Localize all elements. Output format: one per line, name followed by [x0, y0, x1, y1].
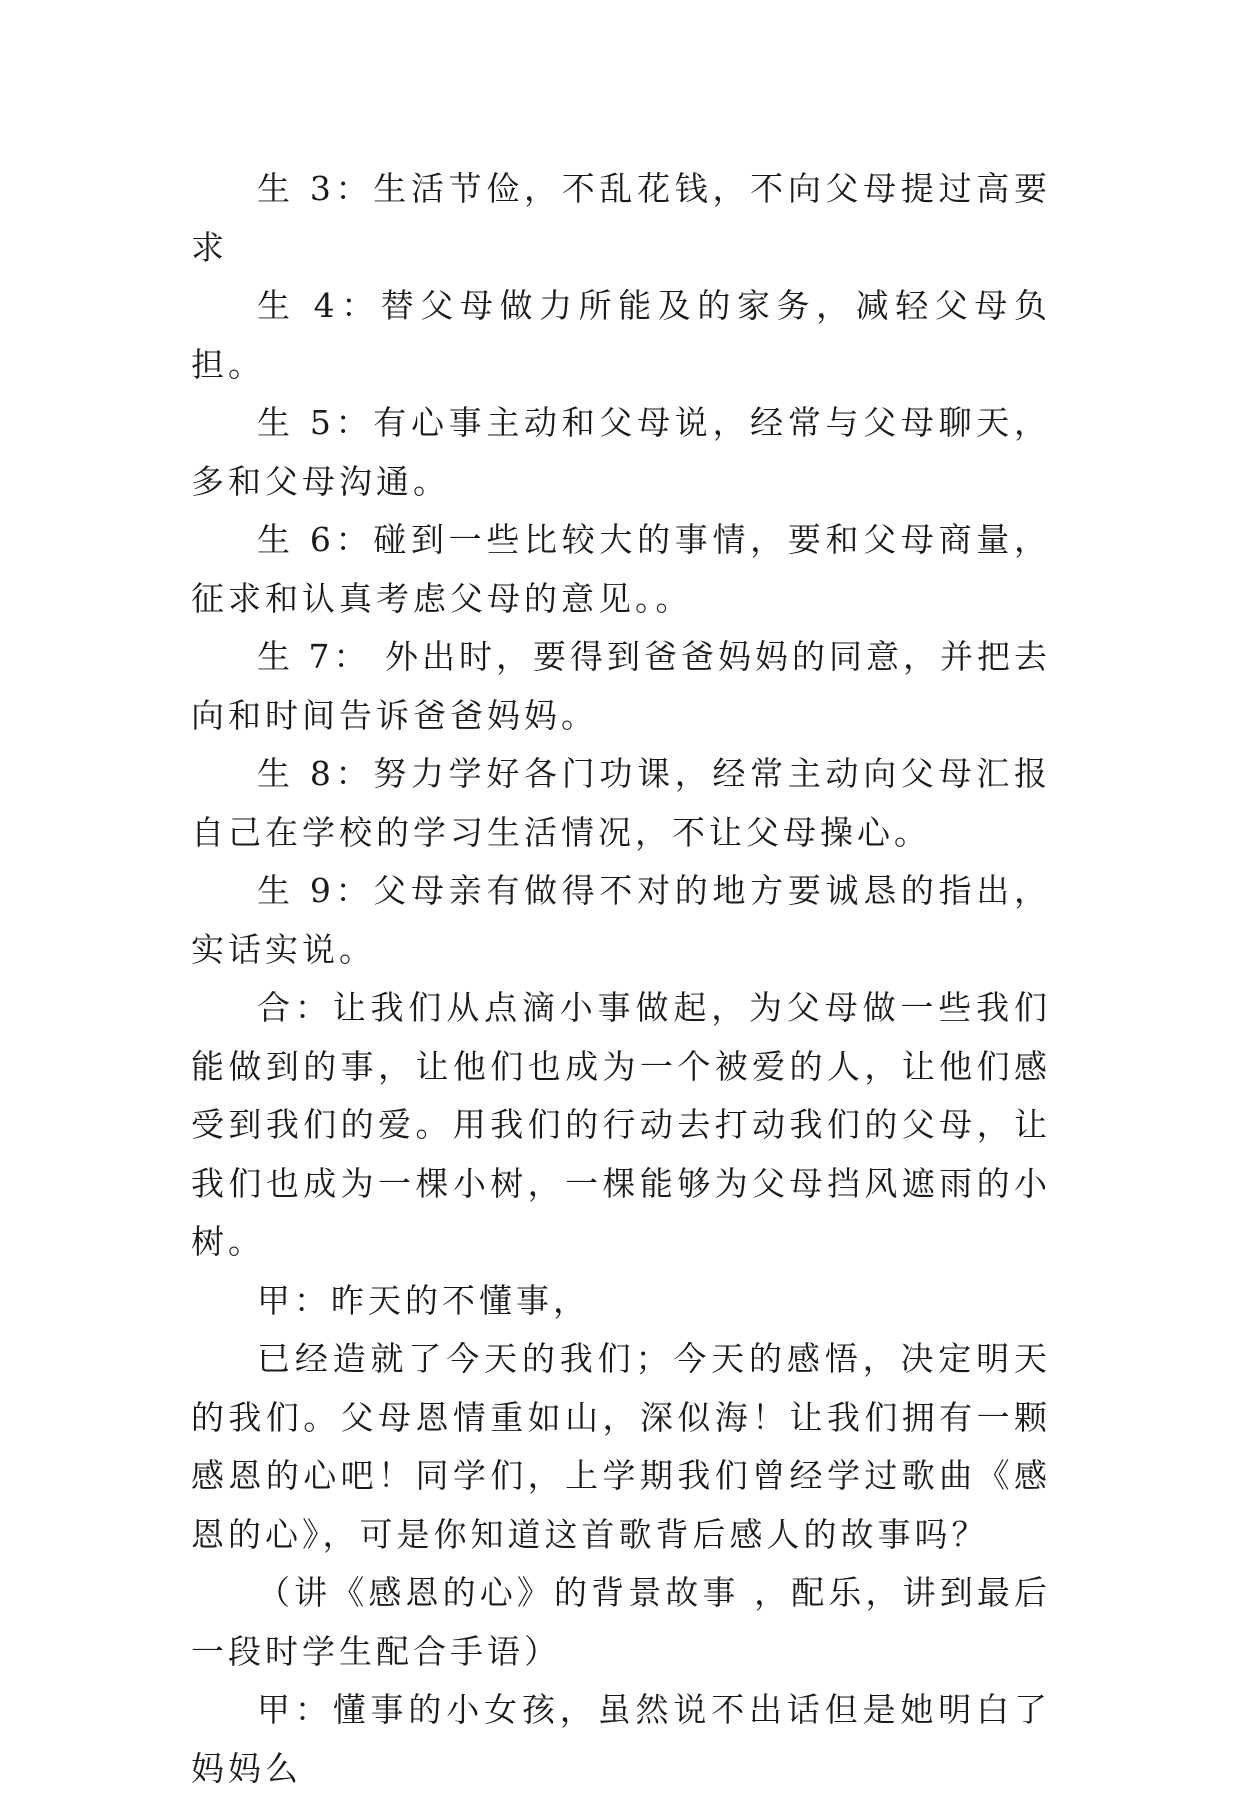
- paragraph-host-a-2: 已经造就了今天的我们；今天的感悟，决定明天的我们。父母恩情重如山，深似海！让我们拥有一颗感恩的心吧！同学们，上学期我们曾经学过歌曲《感恩的心》，可是你知道这首歌背后感人的故事吗？: [191, 1339, 1051, 1554]
- body-text: [191, 160, 1051, 1798]
- paragraph-student-5: 生 5：有心事主动和父母说，经常与父母聊天，多和父母沟通。: [191, 403, 1051, 501]
- paragraph-student-8: 生 8：努力学好各门功课，经常主动向父母汇报自己在学校的学习生活情况，不让父母操心。: [191, 754, 1051, 852]
- paragraph-stage-direction: （讲《感恩的心》的背景故事 ，配乐，讲到最后一段时学生配合手语）: [191, 1573, 1051, 1671]
- paragraph-student-7: 生 7： 外出时，要得到爸爸妈妈的同意，并把去向和时间告诉爸爸妈妈。: [191, 637, 1051, 735]
- paragraph-all-together: 合：让我们从点滴小事做起，为父母做一些我们能做到的事，让他们也成为一个被爱的人，让他们感受到我们的爱。用我们的行动去打动我们的父母，让我们也成为一棵小树，一棵能够为父母挡风遮雨的小树。: [191, 988, 1051, 1261]
- paragraph-host-a-3: 甲：懂事的小女孩，虽然说不出话但是她明白了妈妈么: [191, 1690, 1051, 1788]
- paragraph-student-9: 生 9：父母亲有做得不对的地方要诚恳的指出，实话实说。: [191, 871, 1051, 969]
- paragraph-student-3: 生 3：生活节俭，不乱花钱，不向父母提过高要求: [191, 169, 1051, 267]
- paragraph-host-a-1: 甲：昨天的不懂事，: [257, 1280, 590, 1320]
- paragraph-student-4: 生 4：替父母做力所能及的家务，减轻父母负担。: [191, 286, 1051, 384]
- paragraph-student-6: 生 6：碰到一些比较大的事情，要和父母商量，征求和认真考虑父母的意见。。: [191, 520, 1051, 618]
